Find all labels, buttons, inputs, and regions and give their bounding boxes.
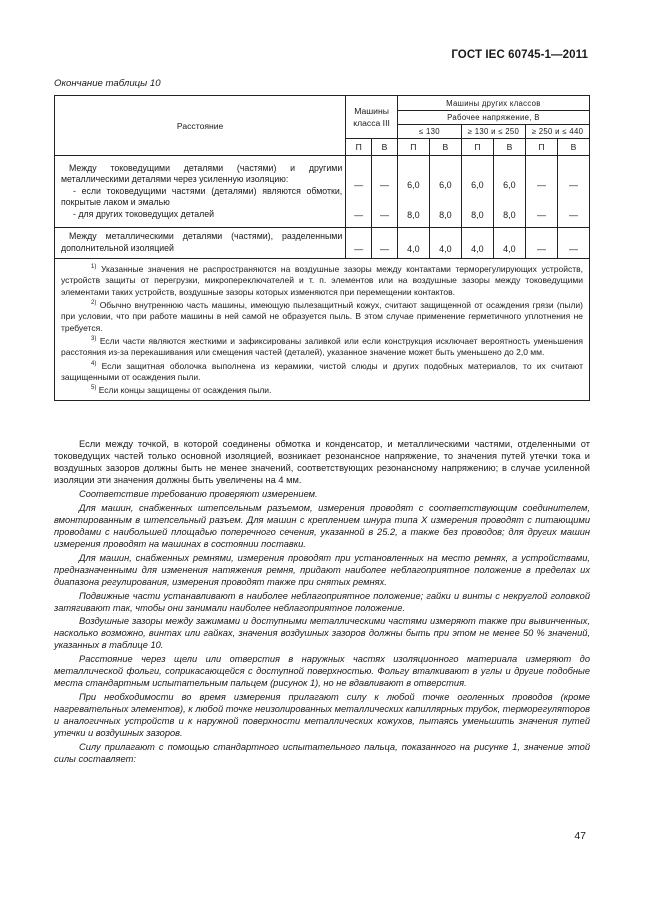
row2-val: 4,0 <box>429 228 461 259</box>
paragraph-compliance: Соответствие требованию проверяют измерением. <box>79 488 318 499</box>
footnote-2: $^{2)}$ Обычно внутреннюю часть машины, имеющую пылезащитный кожух, считают защищенной от осаждения грязи (пыли) при условии, что при работе машины в ней самой не образуется пыль. В этом случае применение герметичного уплотнения не требуется. <box>61 299 583 333</box>
row-reinforced-insulation <box>55 156 346 228</box>
row1-vals-cell: — — <box>525 156 557 228</box>
row1-vals-cell: — — <box>346 156 372 228</box>
sub-p: П <box>525 139 557 156</box>
row1-text: Между токоведущими деталями (частями) и другими металлическими деталями через усиленную изоляцию: <box>61 162 343 185</box>
header-distance: Расстояние <box>55 96 346 156</box>
body-text <box>54 438 590 767</box>
sub-p: П <box>397 139 429 156</box>
row1-vals-cell: 6,0 8,0 <box>461 156 493 228</box>
header-other-classes: Машины других классов <box>397 96 589 111</box>
sub-p: П <box>346 139 372 156</box>
footnote-1: $^{1)}$ Указанные значения не распространяются на воздушные зазоры между контактами терморегулирующих устройств, устройств защиты от перегрузки, микропереключателей и т. п. элементов или на воздушные зазоры между токоведущими элементами таких устройств, воздушные зазоры которых изменяются при перемещении контактов. <box>61 263 583 297</box>
row1-vals-cell: 6,0 8,0 <box>429 156 461 228</box>
row2-val: 4,0 <box>493 228 525 259</box>
sub-b: В <box>429 139 461 156</box>
sub-b: В <box>372 139 398 156</box>
row2-val: 4,0 <box>397 228 429 259</box>
sub-p: П <box>461 139 493 156</box>
header-class3: Машины класса III <box>346 96 398 139</box>
header-v1: ≤ 130 <box>397 125 461 139</box>
row-supplementary-insulation: Между металлическими деталями (частями), разделенными дополнительной изоляцией <box>55 228 346 259</box>
standard-header: ГОСТ IEC 60745-1—2011 <box>451 49 588 61</box>
footnote-4: $^{4)}$ Если защитная оболочка выполнена из керамики, чистой слюды и других подобных материалов, то их считают защищенными от осаждения пыли. <box>61 360 583 382</box>
header-v3: ≥ 250 и ≤ 440 <box>525 125 589 139</box>
paragraph-foil: Расстояние через щели или отверстия в наружных частях изоляционного материала измеряют до металлической фольги, соприкасающейся с доступной поверхностью. Фольгу вталкивают в углы и другие подобные места стандартным испытательным пальцем (рисунок 1), но не вдавливают в отверстия. <box>54 654 590 689</box>
page-number: 47 <box>574 830 586 842</box>
sub-b: В <box>557 139 589 156</box>
paragraph-test-finger: Силу прилагают с помощью стандартного испытательного пальца, показанного на рисунке 1, значение этой силы составляет: <box>54 742 590 765</box>
row2-val: — <box>557 228 589 259</box>
header-voltage: Рабочее напряжение, В <box>397 111 589 125</box>
paragraph-clearances: Воздушные зазоры между зажимами и доступными металлическими частями измеряют также при вывинченных, насколько возможно, винтах или гайках, значения воздушных зазоров должны быть при этом не менее 50 % значений, указанных в таблице 10. <box>54 616 590 651</box>
paragraph-moving-parts: Подвижные части устанавливают в наиболее неблагоприятное положение; гайки и винты с некруглой головкой затягивают так, чтобы они занимали наиболее неблагоприятное положение. <box>54 590 590 613</box>
distance-table <box>54 95 590 401</box>
paragraph-force: При необходимости во время измерения прилагают силу к любой точке оголенных проводов (кроме нагревательных элементов), к любой точке неизолированных металлических капиллярных трубок, терморегуляторов и аналогичных устройств и к наружной поверхности металлических кожухов, пытаясь уменьшить значения путей утечки и воздушных зазоров. <box>54 692 590 739</box>
footnote-3: $^{3)}$ Если части являются жесткими и зафиксированы заливкой или если конструкция исключает вероятность уменьшения расстояния из-за перекашивания или смещения частей (деталей), указанное значение может быть уменьшено до 2,0 мм. <box>61 335 583 358</box>
row1-vals-cell: — — <box>557 156 589 228</box>
header-v2: ≥ 130 и ≤ 250 <box>461 125 525 139</box>
table-footnotes <box>55 259 590 401</box>
row1-vals-cell: — — <box>372 156 398 228</box>
sub-b: В <box>493 139 525 156</box>
footnote-5: $^{5)}$ Если концы защищены от осаждения пыли. <box>91 385 272 396</box>
row2-val: 4,0 <box>461 228 493 259</box>
row2-val: — <box>346 228 372 259</box>
paragraph-belts: Для машин, снабженных ремнями, измерения проводят при установленных на место ремнях, а устройствами, предназначенными для изменения натяжения ремня, придают наиболее неблагоприятное положение в пределах их диапазона регулирования, измерения проводят также при снятых ремнях. <box>54 552 590 587</box>
paragraph-resonance: Если между точкой, в которой соединены обмотка и конденсатор, и металлическими частями, отделенными от токоведущих частей только основной изоляцией, возникает резонансное напряжение, то значения путей утечки тока и воздушных зазоров должны быть не менее значений, соответствующих резонансному напряжению; в случае усиленной изоляции эти значения должны быть увеличены на 4 мм. <box>54 439 590 486</box>
row1-vals-cell: 6,0 8,0 <box>397 156 429 228</box>
paragraph-plug: Для машин, снабженных штепсельным разъемом, измерения проводят с соответствующим соединителем, вмонтированным в штепсельный разъем. Для машин с креплением шнура типа X измерения проводят с питающими проводами с наибольшей площадью поперечного сечения, указанной в 25.2, а также без проводов; для других машин измерения проводят на машинах в состоянии поставки. <box>54 502 590 549</box>
row1a-text: - если токоведущими частями (деталями) являются обмотки, покрытые лаком и эмалью <box>61 185 343 208</box>
table-caption: Окончание таблицы 10 <box>54 78 161 89</box>
row1-vals-cell: 6,0 8,0 <box>493 156 525 228</box>
row2-val: — <box>525 228 557 259</box>
row1b-text: - для других токоведущих деталей <box>73 208 215 219</box>
row2-val: — <box>372 228 398 259</box>
